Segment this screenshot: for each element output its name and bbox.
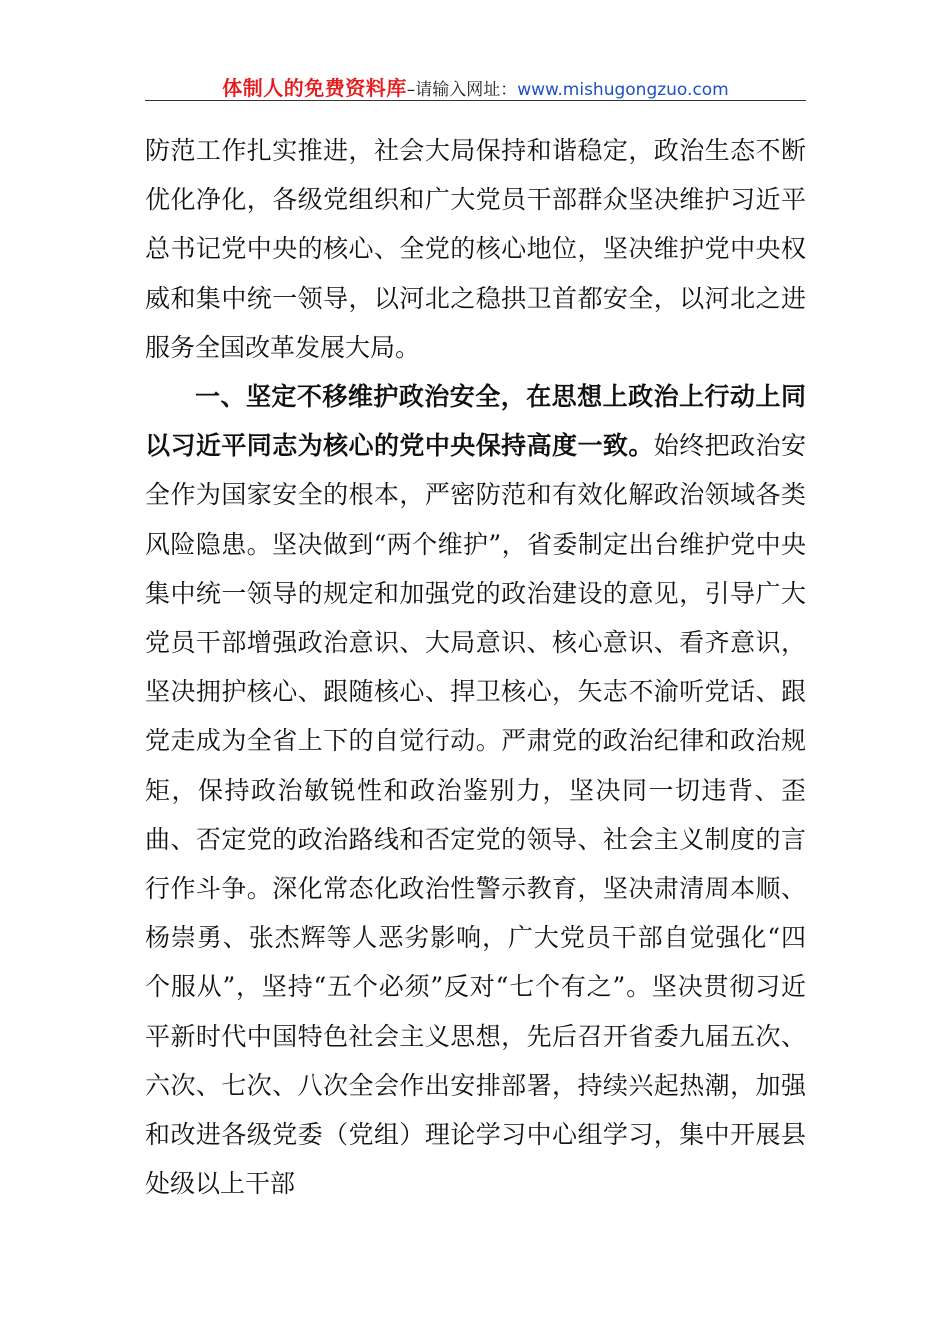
paragraph-1: 防范工作扎实推进，社会大局保持和谐稳定，政治生态不断优化净化，各级党组织和广大党员干部群众坚决维护习近平总书记党中央的核心、全党的核心地位，坚决维护党中央权威和集中统一领导，以河北之稳拱卫首都安全，以河北之进服务全国改革发展大局。 <box>145 136 806 362</box>
section-heading: 一、坚定不移维护政治安全，在思想上政治上行动上同以习近平同志为核心的党中央保持高度一致。 <box>145 382 806 461</box>
header-divider <box>145 100 806 101</box>
paragraph-2-body: 始终把政治安全作为国家安全的根本，严密防范和有效化解政治领域各类风险隐患。坚决做到“两个维护”，省委制定出台维护党中央集中统一领导的规定和加强党的政治建设的意见，引导广大党员干部增强政治意识、大局意识、核心意识、看齐意识，坚决拥护核心、跟随核心、捍卫核心，矢志不渝听党话、跟党走成为全省上下的自觉行动。严肃党的政治纪律和政治规矩，保持政治敏锐性和政治鉴别力，坚决同一切违背、歪曲、否定党的政治路线和否定党的领导、社会主义制度的言行作斗争。深化常态化政治性警示教育，坚决肃清周本顺、杨崇勇、张杰辉等人恶劣影响，广大党员干部自觉强化“四个服从”，坚持“五个必须”反对“七个有之”。坚决贯彻习近平新时代中国特色社会主义思想，先后召开省委九届五次、六次、七次、八次全会作出安排部署，持续兴起热潮，加强和改进各级党委（党组）理论学习中心组学习，集中开展县处级以上干部 <box>145 431 806 1199</box>
site-name: 体制人的免费资料库 <box>222 76 407 100</box>
page-header <box>145 72 806 100</box>
url-prompt-label: –请输入网址： <box>406 80 518 100</box>
site-url-link[interactable]: www.mishugongzuo.com <box>517 80 729 100</box>
paragraph-2 <box>145 372 806 1208</box>
document-body <box>145 126 806 1208</box>
